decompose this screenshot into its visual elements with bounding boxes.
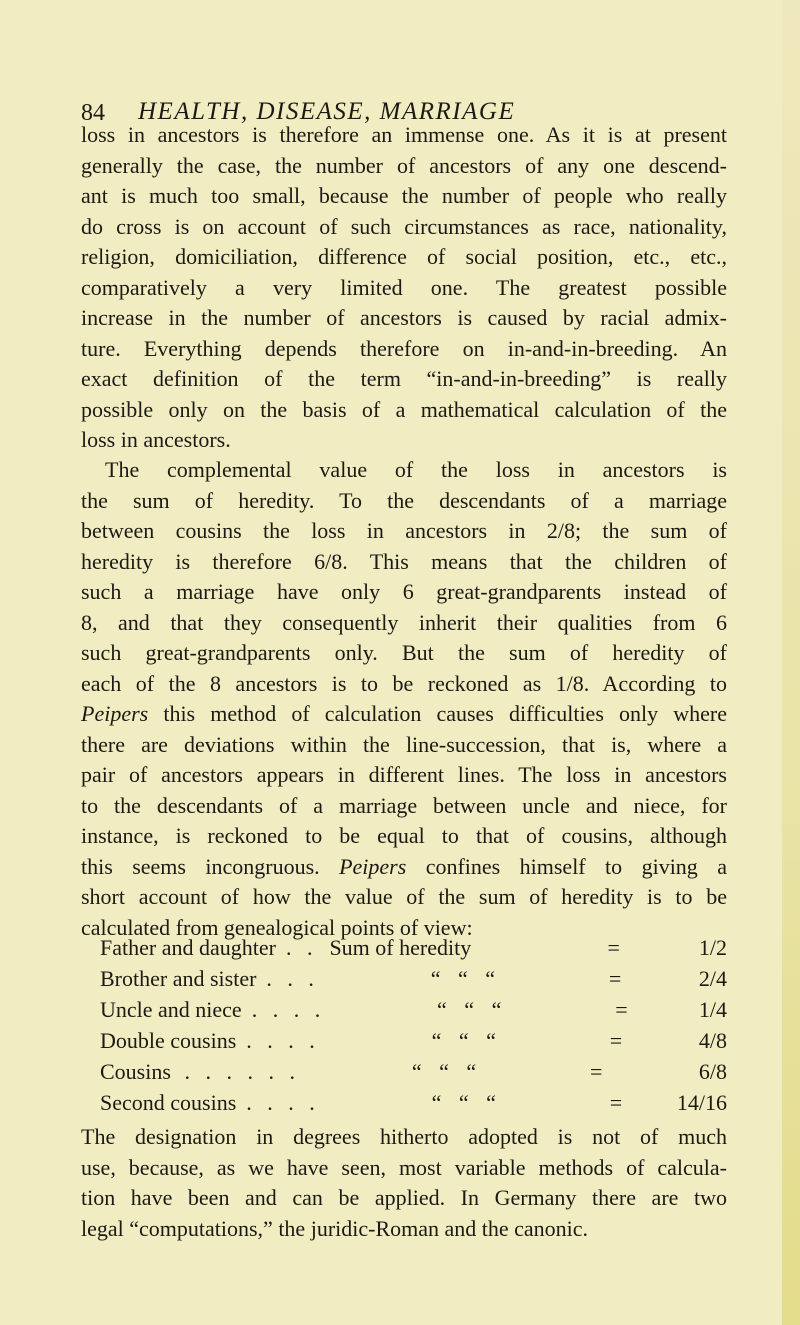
cell-dots: . . . — [266, 966, 319, 991]
cell-label: Uncle and niece — [100, 997, 242, 1022]
text-line: between cousins the loss in ancestors in 2/8; the sum of — [81, 518, 727, 543]
row-label-cell — [100, 1056, 300, 1087]
text-line: ture. Everything depends therefore on in-and-in-breeding. An — [81, 335, 727, 361]
text-line: do cross is on account of such circumstances as race, nationality, — [81, 213, 727, 239]
cell-label: Father and daughter — [100, 935, 276, 960]
cell-dots: . . . . — [246, 1028, 320, 1053]
text-line: heredity is therefore 6/8. This means that the children of — [81, 548, 727, 574]
italic-name: Peipers — [81, 701, 149, 726]
text-line: increase in the number of ancestors is caused by racial admix- — [81, 305, 727, 330]
cell-dots: . . . . — [251, 997, 326, 1022]
text-line: calculated from genealogical points of view: — [81, 914, 473, 940]
text-line: comparatively a very limited one. The greatest possible — [81, 274, 727, 300]
cell-value: 6/8 — [698, 1059, 727, 1084]
table-row — [100, 963, 727, 994]
row-label-cell — [100, 994, 325, 1025]
text-line: possible only on the basis of a mathematical calculation of the — [81, 396, 727, 422]
text-line: generally the case, the number of ancestors of any one descend- — [81, 152, 727, 178]
text-line: The complemental value of the loss in ancestors is — [105, 457, 727, 482]
text-line: tion have been and can be applied. In Germany there are two — [81, 1185, 727, 1210]
row-label-cell — [100, 1025, 320, 1056]
cell-sum: “ “ “ — [431, 1028, 502, 1053]
text-line: The designation in degrees hitherto adopted is not of much — [81, 1124, 727, 1149]
cell-sum: “ “ “ — [437, 997, 508, 1022]
text-line: instance, is reckoned to be equal to that of cousins, although — [81, 823, 727, 848]
text-line: to the descendants of a marriage between uncle and niece, for — [81, 792, 727, 818]
cell-label: Second cousins — [100, 1090, 237, 1115]
italic-name: Peipers — [339, 853, 407, 879]
text-line: legal “computations,” the juridic-Roman and the canonic. — [81, 1215, 589, 1241]
text-line: such great-grandparents only. But the sum of heredity of — [81, 640, 727, 665]
cell-dots: . . . . — [246, 1090, 320, 1115]
cell-eq: = — [615, 997, 628, 1022]
cell-value: 4/8 — [698, 1028, 727, 1053]
text-line: each of the 8 ancestors is to be reckoned as 1/8. According to — [81, 670, 727, 696]
text-line: short account of how the value of the sum of heredity is to be — [81, 884, 727, 909]
table-row — [100, 994, 727, 1025]
text-line: exact definition of the term “in-and-in-breeding” is really — [81, 366, 727, 391]
table-row — [100, 1056, 727, 1087]
row-label-cell — [100, 1087, 320, 1118]
cell-eq: = — [607, 935, 620, 960]
text-line: the sum of heredity. To the descendants of a marriage — [81, 487, 727, 513]
text-line: loss in ancestors is therefore an immense one. As it is at present — [81, 122, 727, 147]
cell-value: 14/16 — [676, 1090, 727, 1115]
text-line: such a marriage have only 6 great-grandparents instead of — [81, 579, 727, 604]
cell-dots: . . — [285, 935, 318, 960]
cell-dots: . . . . . . — [184, 1059, 300, 1084]
cell-eq: = — [609, 1028, 623, 1053]
cell-value: 2/4 — [698, 966, 727, 991]
page-edge-shading — [782, 0, 800, 1325]
cell-sum: “ “ “ — [430, 966, 502, 991]
cell-label: Brother and sister — [100, 966, 257, 991]
cell-eq: = — [608, 966, 622, 991]
row-label-cell — [100, 963, 319, 994]
text-line: there are deviations within the line-succession, that is, where a — [81, 731, 727, 757]
text-line: religion, domiciliation, difference of social position, etc., etc., — [81, 244, 727, 269]
text-line: pair of ancestors appears in different lines. The loss in ancestors — [81, 762, 727, 787]
paragraph-1 — [81, 120, 727, 456]
text-line: use, because, as we have seen, most variable methods of calcula- — [81, 1154, 727, 1180]
cell-sum: “ “ “ — [411, 1059, 483, 1084]
row-label-cell — [100, 932, 317, 963]
cell-sum: Sum of heredity — [329, 935, 472, 960]
text-line: ant is much too small, because the number of people who really — [81, 183, 727, 208]
cell-value: 1/2 — [698, 935, 727, 960]
paragraph-2 — [81, 455, 727, 943]
running-title: HEALTH, DISEASE, MARRIAGE — [138, 98, 516, 125]
heredity-table — [100, 932, 727, 1118]
table-row — [100, 932, 727, 963]
table-row — [100, 1087, 727, 1118]
cell-value: 1/4 — [698, 997, 727, 1022]
paragraph-3 — [81, 1122, 727, 1244]
page-number: 84 — [81, 100, 105, 126]
text-line: loss in ancestors. — [81, 427, 231, 452]
text-line: this seems incongruous. Peipers confines himself to giving a — [81, 853, 727, 879]
table-row — [100, 1025, 727, 1056]
cell-eq: = — [590, 1059, 603, 1084]
cell-eq: = — [609, 1090, 623, 1115]
text-line: 8, and that they consequently inherit their qualities from 6 — [81, 609, 727, 635]
cell-label: Cousins — [100, 1059, 171, 1084]
cell-sum: “ “ “ — [431, 1090, 502, 1115]
cell-label: Double cousins — [100, 1028, 237, 1053]
text-line: Peipers this method of calculation causes difficulties only where — [81, 701, 727, 726]
